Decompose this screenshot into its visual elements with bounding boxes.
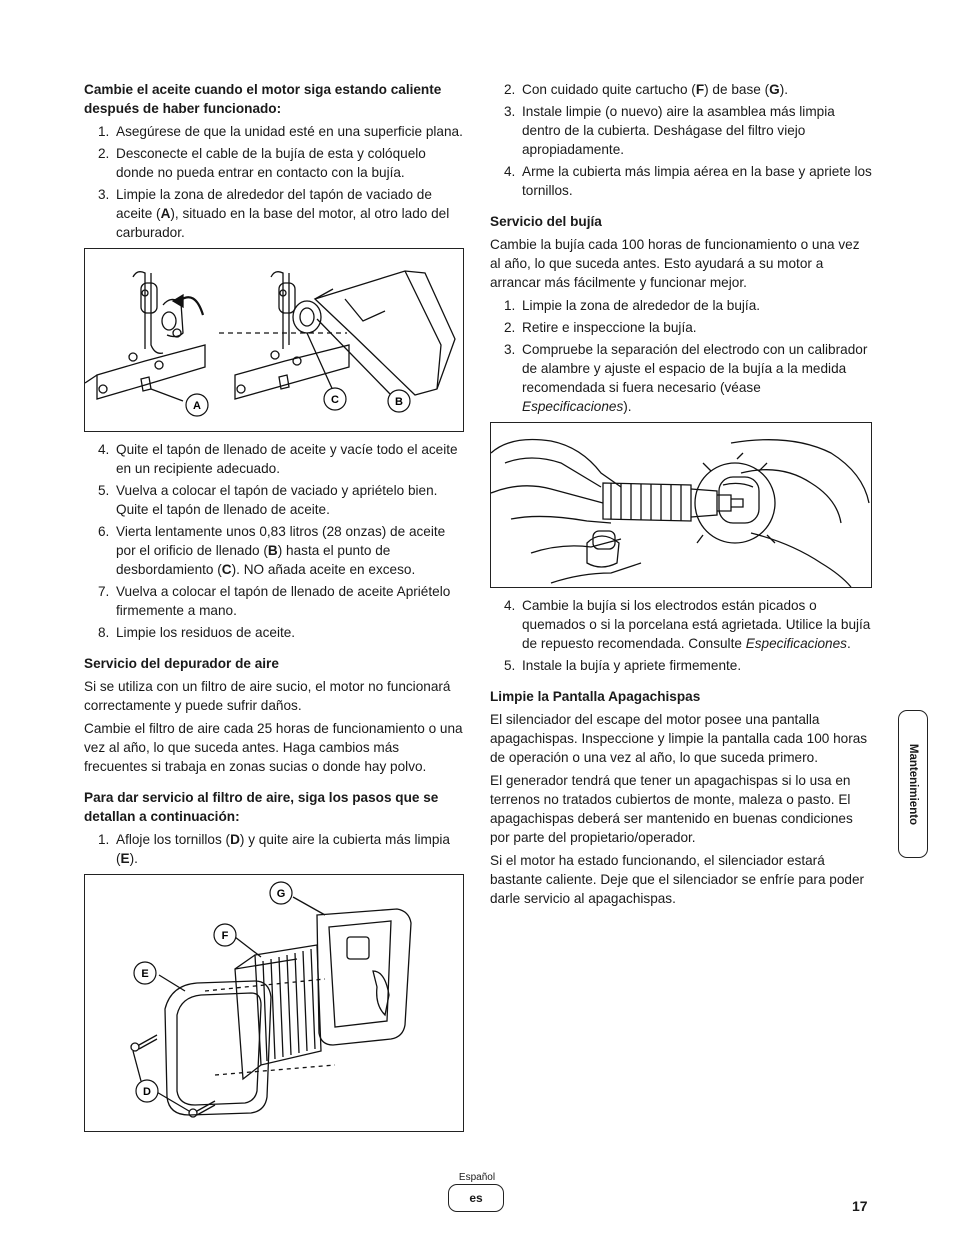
callout-d: D <box>143 1086 151 1098</box>
air-filter-illustration <box>85 875 463 1131</box>
left-column <box>84 80 464 1140</box>
list-item: 6. Vierta lentamente unos 0,83 litros (28 onzas) de aceite por el orificio de llenado (B) hasta el punto de desbordamiento (C). NO añada aceite en exceso. <box>98 524 446 577</box>
list-item: 8. Limpie los residuos de aceite. <box>98 625 296 640</box>
spark-arrester-paragraph-3: Si el motor ha estado funcionando, el silenciador estará bastante caliente. Deje que el silenciador se enfríe para poder darle servicio al apagachispas. <box>490 853 865 906</box>
oil-change-heading: Cambie el aceite cuando el motor siga estando caliente después de haber funcionado: <box>84 82 442 116</box>
right-column <box>490 80 872 912</box>
callout-a: A <box>193 400 201 412</box>
list-item: 5. Instale la bujía y apriete firmemente. <box>504 658 742 673</box>
air-filter-steps-heading: Para dar servicio al filtro de aire, siga los pasos que se detallan a continuación: <box>84 790 439 824</box>
list-item: 3. Limpie la zona de alrededor del tapón de vaciado de aceite (A), situado en la base del motor, al otro lado del carburador. <box>98 187 450 240</box>
oil-steps-list-a <box>84 122 464 242</box>
spark-plug-steps-list-b <box>490 596 872 675</box>
spark-plug-paragraph: Cambie la bujía cada 100 horas de funcionamiento o una vez al año, lo que suceda antes. Esto ayudará a su motor a arrancar más fácilmente y funcionar mejor. <box>490 237 860 290</box>
list-item: 3. Instale limpie (o nuevo) aire la asamblea más limpia dentro de la cubierta. Deshágase del filtro viejo apropiadamente. <box>504 104 835 157</box>
list-item: 4. Quite el tapón de llenado de aceite y vacíe todo el aceite en un recipiente adecuado. <box>98 442 458 476</box>
spark-arrester-heading: Limpie la Pantalla Apagachispas <box>490 689 701 704</box>
list-item: 1. Asegúrese de que la unidad esté en una superficie plana. <box>98 124 463 139</box>
callout-e: E <box>141 968 149 980</box>
air-cleaner-heading: Servicio del depurador de aire <box>84 656 279 671</box>
section-tab <box>898 710 928 858</box>
list-item: 2. Con cuidado quite cartucho (F) de base (G). <box>504 82 788 97</box>
callout-c: C <box>331 394 339 406</box>
oil-drain-illustration <box>85 249 463 431</box>
footer-language: Español <box>458 1172 496 1183</box>
spark-plug-figure <box>490 422 872 588</box>
callout-g: G <box>276 888 286 900</box>
spark-plug-steps-list-a <box>490 296 872 416</box>
language-badge: es <box>448 1184 504 1212</box>
air-filter-steps-list-b <box>490 80 872 200</box>
air-cleaner-paragraph-1: Si se utiliza con un filtro de aire sucio, el motor no funcionará correctamente y puede sufrir daños. <box>84 679 451 713</box>
callout-f: F <box>221 930 229 942</box>
list-item: 4. Arme la cubierta más limpia aérea en la base y apriete los tornillos. <box>504 164 872 198</box>
list-item: 4. Cambie la bujía si los electrodos están picados o quemados o si la porcelana está agrietada. Utilice la bujía de repuesto recomendada. Consulte Especificaciones. <box>504 598 871 651</box>
list-item: 2. Desconecte el cable de la bujía de esta y colóquelo donde no pueda entrar en contacto con la bujía. <box>98 146 426 180</box>
spark-arrester-paragraph-1: El silenciador del escape del motor posee una pantalla apagachispas. Inspeccione y limpie la pantalla cada 100 horas de operación o una vez al año, lo que suceda primero. <box>490 712 868 765</box>
list-item: 1. Afloje los tornillos (D) y quite aire la cubierta más limpia (E). <box>98 832 450 866</box>
spark-plug-illustration <box>491 423 871 587</box>
air-filter-steps-list-a <box>84 830 464 868</box>
list-item: 1. Limpie la zona de alrededor de la bujía. <box>504 298 761 313</box>
spark-arrester-paragraph-2: El generador tendrá que tener un apagachispas si lo usa en terrenos no tratados cubiertos de monte, maleza o pasto. El apagachispas deberá ser mantenido en buenas condiciones por parte del propietario/operador. <box>490 773 853 845</box>
oil-steps-list-b <box>84 440 464 642</box>
list-item: 3. Compruebe la separación del electrodo con un calibrador de alambre y ajuste el espacio de la bujía a la medida recomendada si fuera necesario (véase Especificaciones). <box>504 342 868 414</box>
list-item: 5. Vuelva a colocar el tapón de vaciado y apriételo bien. Quite el tapón de llenado de aceite. <box>98 483 438 517</box>
page-number: 17 <box>852 1198 868 1214</box>
air-cleaner-paragraph-2: Cambie el filtro de aire cada 25 horas de funcionamiento o una vez al año, lo que suceda antes. Haga cambios más frecuentes si trabaja en zonas sucias o donde hay polvo. <box>84 721 463 774</box>
air-filter-figure <box>84 874 464 1132</box>
callout-b: B <box>395 396 403 408</box>
section-tab-label: Mantenimiento <box>907 743 920 825</box>
list-item: 2. Retire e inspeccione la bujía. <box>504 320 697 335</box>
oil-drain-figure <box>84 248 464 432</box>
list-item: 7. Vuelva a colocar el tapón de llenado de aceite Apriételo firmemente a mano. <box>98 584 451 618</box>
spark-plug-heading: Servicio del bujía <box>490 214 602 229</box>
